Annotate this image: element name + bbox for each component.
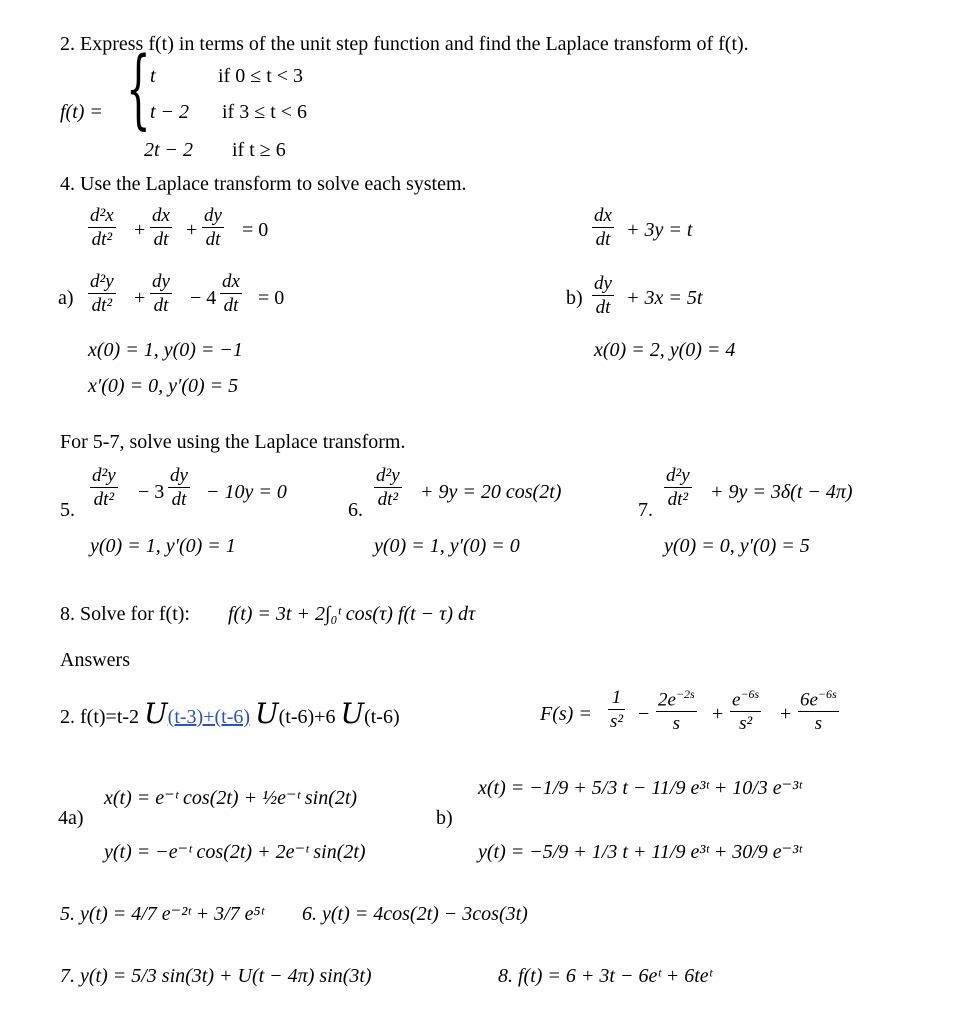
answer-2-part3: (t-6) xyxy=(364,706,400,728)
answer-7: 7. y(t) = 5/3 sin(3t) + U(t − 4π) sin(3t) xyxy=(60,965,372,987)
frac-dx-dt: dx dt xyxy=(152,205,170,250)
p5-frac-d2y: d²y dt² xyxy=(92,465,116,510)
frac-dx-dt-2: dx dt xyxy=(222,271,240,316)
b-eq2-tail: + 3x = 5t xyxy=(626,287,703,309)
frac-dy-dt-b: dy dt xyxy=(594,273,612,318)
case-1-cond: if 0 ≤ t < 3 xyxy=(218,65,304,87)
answer-2-part2: (t-6)+6 xyxy=(278,706,336,728)
label-a: a) xyxy=(58,287,74,309)
p6-label: 6. xyxy=(348,499,363,521)
p7-frac-d2y: d²y dt² xyxy=(666,465,690,510)
p5-frac-dy: dy dt xyxy=(170,465,188,510)
problem-8-prompt: 8. Solve for f(t): xyxy=(60,603,190,625)
p5-coef: − 3 xyxy=(138,481,165,503)
frac-d2y-dt2: d²y dt² xyxy=(90,271,114,316)
p7-tail: + 9y = 3δ(t − 4π) xyxy=(710,481,853,503)
frac-d2x-dt2: d²x dt² xyxy=(90,205,114,250)
b-ic: x(0) = 2, y(0) = 4 xyxy=(594,339,736,361)
case-2-expr: t − 2 xyxy=(150,101,190,123)
case-3-expr: 2t − 2 xyxy=(144,139,194,161)
step-u-2: U xyxy=(255,697,279,730)
a-eq2-tail: = 0 xyxy=(258,287,285,309)
F-term-1: 1 s² xyxy=(610,687,624,732)
p7-ic: y(0) = 0, y′(0) = 5 xyxy=(664,535,810,557)
answer-2-link[interactable]: (t-3)+(t-6) xyxy=(167,706,251,728)
answer-6: 6. y(t) = 4cos(2t) − 3cos(3t) xyxy=(302,903,528,925)
b-eq1-tail: + 3y = t xyxy=(626,219,693,241)
answer-8: 8. f(t) = 6 + 3t − 6eᵗ + 6teᵗ xyxy=(498,965,713,987)
cases-brace: { xyxy=(126,39,151,139)
problem-8-equation: f(t) = 3t + 2∫₀ᵗ cos(τ) f(t − τ) dτ xyxy=(228,603,476,625)
step-u-3: U xyxy=(340,697,365,730)
answers-heading: Answers xyxy=(60,649,130,671)
problem-2-prompt: 2. Express f(t) in terms of the unit step function and find the Laplace transform of f(t). xyxy=(60,33,749,55)
plus-sign: + xyxy=(712,703,724,725)
minus-sign: − xyxy=(638,703,650,725)
section-5-7-heading: For 5-7, solve using the Laplace transform. xyxy=(60,431,406,453)
a-ic1: x(0) = 1, y(0) = −1 xyxy=(88,339,243,361)
plus-sign: + xyxy=(186,219,198,241)
F-term-4: $6e^{-6s}$ s xyxy=(800,687,837,735)
step-u-1: U xyxy=(144,697,168,730)
answer-4b-label: b) xyxy=(436,807,453,829)
p5-ic: y(0) = 1, y′(0) = 1 xyxy=(90,535,236,557)
p6-ic: y(0) = 1, y′(0) = 0 xyxy=(374,535,520,557)
answer-4a-label: 4a) xyxy=(58,807,84,829)
minus-four: − 4 xyxy=(190,287,217,309)
frac-dy-dt-2: dy dt xyxy=(152,271,170,316)
answer-4a-y: y(t) = −e⁻ᵗ cos(2t) + 2e⁻ᵗ sin(2t) xyxy=(104,841,366,863)
a-eq1-tail: = 0 xyxy=(242,219,269,241)
answer-5: 5. y(t) = 4/7 e⁻²ᵗ + 3/7 e⁵ᵗ xyxy=(60,903,264,925)
frac-dx-dt-b: dx dt xyxy=(594,205,612,250)
case-1-expr: t xyxy=(150,65,156,87)
label-b: b) xyxy=(566,287,583,309)
case-2-cond: if 3 ≤ t < 6 xyxy=(222,101,308,123)
answer-4b-y: y(t) = −5/9 + 1/3 t + 11/9 e³ᵗ + 30/9 e⁻³ᵗ xyxy=(478,841,802,863)
problem-4-prompt: 4. Use the Laplace transform to solve each system. xyxy=(60,173,467,195)
p5-label: 5. xyxy=(60,499,75,521)
answer-4a-x: x(t) = e⁻ᵗ cos(2t) + ½e⁻ᵗ sin(2t) xyxy=(104,787,358,809)
plus-sign: + xyxy=(780,703,792,725)
problem-2-lhs: f(t) = xyxy=(60,101,103,123)
p6-frac-d2y: d²y dt² xyxy=(376,465,400,510)
frac-dy-dt: dy dt xyxy=(204,205,222,250)
p5-tail: − 10y = 0 xyxy=(206,481,287,503)
p7-label: 7. xyxy=(638,499,653,521)
answer-2 xyxy=(60,697,400,730)
a-ic2: x′(0) = 0, y′(0) = 5 xyxy=(88,375,239,397)
F-term-3: $e^{-6s}$ s² xyxy=(732,687,760,735)
p6-tail: + 9y = 20 cos(2t) xyxy=(420,481,562,503)
answer-2-prefix: 2. f(t)=t-2 xyxy=(60,706,140,728)
answer-4b-x: x(t) = −1/9 + 5/3 t − 11/9 e³ᵗ + 10/3 e⁻³ᵗ xyxy=(478,777,802,799)
plus-sign: + xyxy=(134,287,146,309)
F-term-2: $2e^{-2s}$ s xyxy=(658,687,695,735)
answer-2-F-lhs: F(s) = xyxy=(540,703,592,725)
plus-sign: + xyxy=(134,219,146,241)
case-3-cond: if t ≥ 6 xyxy=(232,139,286,161)
